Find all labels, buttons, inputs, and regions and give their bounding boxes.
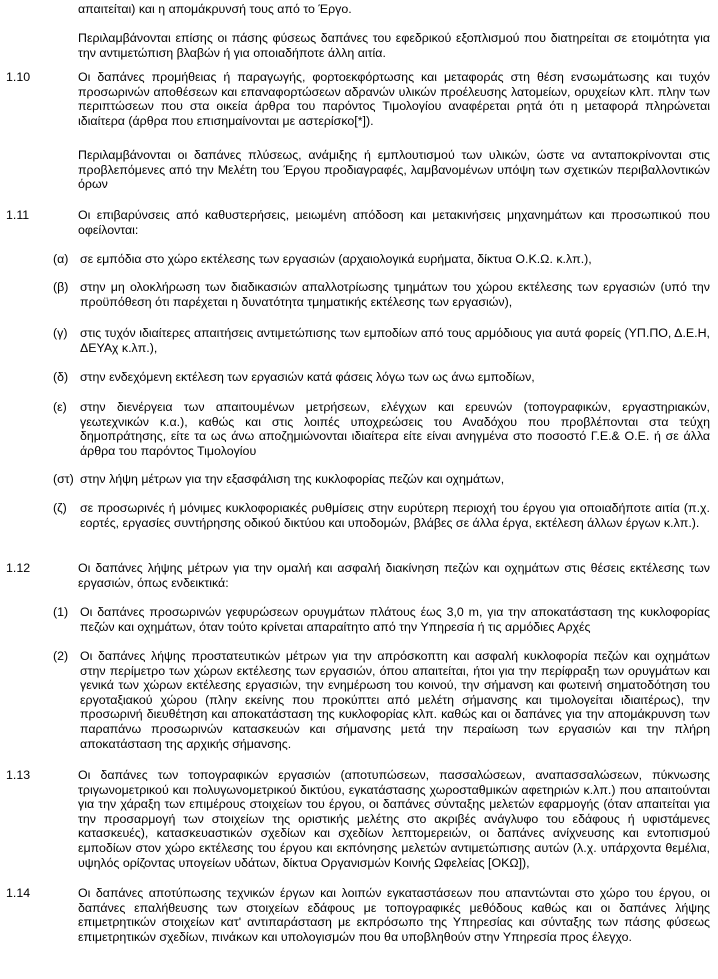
subitem-text: στην λήψη μέτρων για την εξασφάλιση της κυκλοφορίας πεζών και οχημάτων, [80,472,505,486]
subitem-text: Οι δαπάνες προσωρινών γεφυρώσεων ορυγμάτων πλάτους έως 3,0 m, για την αποκατάσταση της κυκλοφορίας πεζών και οχημάτων, όταν τούτο κρίνεται απαραίτητο από την Υπηρεσία ή τις αρμόδιες Αρχές [80,605,710,634]
item-intro: Οι επιβαρύνσεις από καθυστερήσεις, μειωμένη απόδοση και μετακινήσεις μηχανημάτων και προσωπικού που οφείλονται: [78,208,710,237]
item-paragraph: Οι δαπάνες των τοπογραφικών εργασιών (αποτυπώσεων, πασσαλώσεων, αναπασσαλώσεων, πύκνωσης τριγωνομετρικού και πολυγωνομετρικού δικτύου, εγκατάστασης χωροσταθμικών αφετηριών κ.λπ.) που απαιτούνται για την χάραξη των επιμέρους στοιχείων του έργου, οι δαπάνες σύνταξης μελετών εφαρμογής (όταν απαιτείται για την προσαρμογή των στοιχείων της οριστικής μελέτης στο ακριβές ανάγλυφο του εδάφους ή υφιστάμενες κατασκευές), κατασκευαστικών σχεδίων και σχεδίων λεπτομερειών, οι δαπάνες ανίχνευσης και εντοπισμού εμποδίων στον χώρο εκτέλεσης του έργου και εκπόνησης μελετών αντιμετώπισης αυτών (λ.χ. υπάρχοντα θεμέλια, υψηλός ορίζοντας υπογείων υδάτων, δίκτυα Οργανισμών Κοινής Ωφελείας [ΟΚΩ]), [78,768,710,870]
subitem-text: στην μη ολοκλήρωση των διαδικασιών απαλλοτρίωσης τμημάτων του χώρου εκτέλεσης των εργασιών (υπό την προϋπόθεση ότι παρέχεται η δυνατότητα τμηματικής εκτέλεσης των εργασιών), [80,280,710,309]
subitem-label: (δ) [53,370,69,384]
subitem-text: σε εμπόδια στο χώρο εκτέλεσης των εργασιών (αρχαιολογικά ευρήματα, δίκτυα Ο.Κ.Ω. κ.λπ.), [80,252,592,266]
subitem-text: στην διενέργεια των απαιτουμένων μετρήσεων, ελέγχων και ερευνών (τοπογραφικών, εργαστηριακών, γεωτεχνικών κ.α.), καθώς και στις λοιπές υποχρεώσεις του Αναδόχου που προβλέπονται στα τεύχη δημοπράτησης, είτε τα ως άνω αποζημιώνονται ιδιαίτερα είτε είναι ανηγμένα στο ποσοστό Γ.Ε.& Ο.Ε. ή σε άλλα άρθρα του παρόντος Τιμολογίου [80,400,710,458]
subitem-label: (γ) [53,326,68,340]
item-number: 1.14 [6,886,31,900]
item-number: 1.11 [6,208,30,222]
continuation-line: απαιτείται) και η απομάκρυνσή τους από το Έργο. [78,2,352,16]
subitem-label: (στ) [53,472,74,486]
subitem-text: Οι δαπάνες λήψης προστατευτικών μέτρων για την απρόσκοπτη και ασφαλή κυκλοφορία πεζών και οχημάτων στην περίμετρο των χώρων εκτέλεσης των εργασιών, όπου απαιτείται, ήτοι για την περίφραξη των ορυγμάτων και γενικά των χώρων εκτέλεσης εργασιών, την ενημέρωση του κοινού, την σήμανση και φωτεινή σηματοδότηση του εργοταξιακού χώρου (πλην εκείνης που προκύπτει από μελέτη σήμανσης και τιμολογείται ιδιαιτέρως), την προσωρινή διευθέτηση και αποκατάσταση της κυκλοφορίας κλπ. καθώς και οι δαπάνες για την απομάκρυνση των παραπάνω προσωρινών κατασκευών και σήμανσης μετά την περαίωση των εργασιών και την πλήρη αποκατάσταση της αρχικής σήμανσης. [80,649,710,751]
item-paragraph: Οι δαπάνες αποτύπωσης τεχνικών έργων και λοιπών εγκαταστάσεων που απαντώνται στο χώρο του έργου, οι δαπάνες επαλήθευσης των στοιχείων εδάφους με τοπογραφικές μεθόδους καθώς και οι δαπάνες λήψης επιμετρητικών στοιχείων κατ' αντιπαράσταση με εκπρόσωπο της Υπηρεσίας και σύνταξης των πάσης φύσεως επιμετρητικών σχεδίων, πινάκων και υπολογισμών που θα υποβληθούν στην Υπηρεσία προς έλεγχο. [78,886,710,944]
subitem-label: (α) [53,252,69,266]
subitem-text: στην ενδεχόμενη εκτέλεση των εργασιών κατά φάσεις λόγω των ως άνω εμποδίων, [80,370,535,384]
item-number: 1.13 [6,768,31,782]
subitem-label: (β) [53,280,69,294]
item-number: 1.10 [6,70,31,84]
item-intro: Οι δαπάνες λήψης μέτρων για την ομαλή και ασφαλή διακίνηση πεζών και οχημάτων στις θέσεις εκτέλεσης των εργασιών, όπως ενδεικτικά: [78,561,710,590]
continuation-paragraph: Περιλαμβάνονται επίσης οι πάσης φύσεως δαπάνες του εφεδρικού εξοπλισμού που διατηρείται σε ετοιμότητα για την αντιμετώπιση βλαβών ή για οποιαδήποτε άλλη αιτία. [78,31,710,60]
subitem-label: (1) [53,605,69,619]
item-number: 1.12 [6,561,31,575]
subitem-label: (ζ) [53,501,67,515]
subitem-label: (ε) [53,400,67,414]
subitem-label: (2) [53,649,69,663]
item-paragraph: Οι δαπάνες προμήθειας ή παραγωγής, φορτοεκφόρτωσης και μεταφοράς στη θέση ενσωμάτωσης και τυχόν προσωρινών αποθέσεων και επαναφορτώσεων αδρανών υλικών προέλευσης λατομείων, ορυχείων κλπ. πλην των περιπτώσεων που στα οικεία άρθρα του παρόντος Τιμολογίου αναφέρεται ρητά ότι η μεταφορά πληρώνεται ιδιαίτερα (άρθρα που επισημαίνονται με αστερίσκο[*]). [78,70,710,128]
subitem-text: σε προσωρινές ή μόνιμες κυκλοφοριακές ρυθμίσεις στην ευρύτερη περιοχή του έργου για οποιαδήποτε αιτία (π.χ. εορτές, εργασίες συντήρησης οδικού δικτύου και υποδομών, βλάβες σε άλλα έργα, εκτέλεση άλλων έργων κ.λπ.). [80,501,710,530]
subitem-text: στις τυχόν ιδιαίτερες απαιτήσεις αντιμετώπισης των εμποδίων από τους αρμόδιους για αυτά φορείς (ΥΠ.ΠΟ, Δ.Ε.Η, ΔΕΥΑχ κ.λπ.), [80,326,710,355]
item-paragraph: Περιλαμβάνονται οι δαπάνες πλύσεως, ανάμιξης ή εμπλουτισμού των υλικών, ώστε να ανταποκρίνονται στις προβλεπόμενες από την Μελέτη του Έργου προδιαγραφές, λαμβανομένων υπόψη των σχετικών περιβαλλοντικών όρων [78,148,710,192]
